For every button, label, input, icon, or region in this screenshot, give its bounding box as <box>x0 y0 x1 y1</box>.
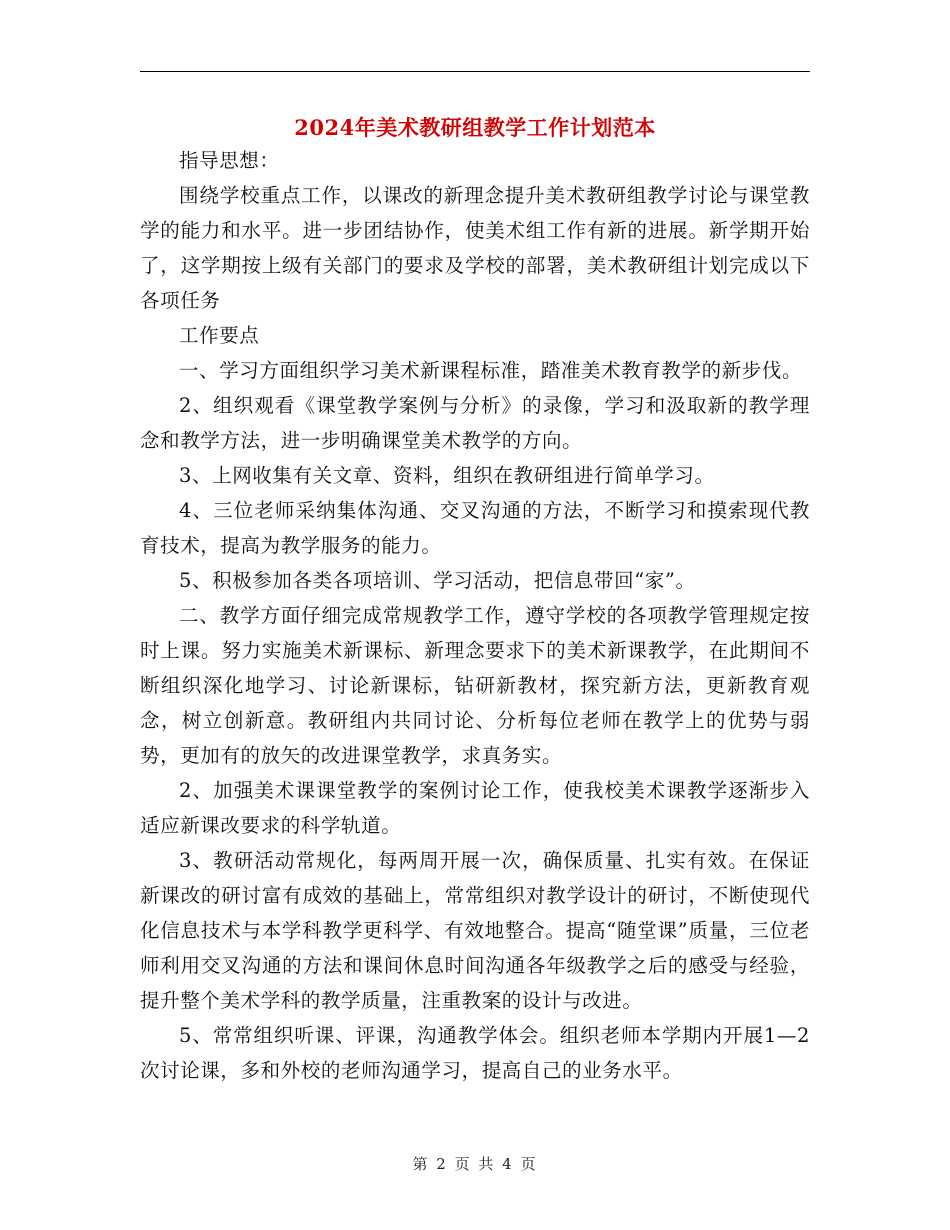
page-number-footer: 第 2 页 共 4 页 <box>412 1155 538 1173</box>
paragraph-study-3: 3、上网收集有关文章、资料，组织在教研组进行简单学习。 <box>179 464 715 487</box>
paragraph-guiding-text: 围绕学校重点工作，以课改的新理念提升美术教研组教学讨论与课堂教学的能力和水平。进一步团结协作，使美术组工作有新的进展。新学期开始了，这学期按上级有关部门的要求及学校的部署，美术教研组计划完成以下各项任务 <box>140 184 810 312</box>
paragraph-teaching-1: 二、教学方面仔细完成常规教学工作，遵守学校的各项教学管理规定按时上课。努力实施美术新课标、新理念要求下的美术新课教学，在此期间不断组织深化地学习、讨论新课标，钻研新教材，探究新方法，更新教育观念，树立创新意。教研组内共同讨论、分析每位老师在教学上的优势与弱势，更加有的放矢的改进课堂教学，求真务实。 <box>140 604 810 767</box>
document-body <box>140 143 810 1088</box>
document-title: 2024年美术教研组教学工作计划范本 <box>294 115 656 140</box>
paragraph-study-4: 4、三位老师采纳集体沟通、交叉沟通的方法，不断学习和摸索现代教育技术，提高为教学服务的能力。 <box>140 499 810 557</box>
paragraph-teaching-5: 5、常常组织听课、评课，沟通教学体会。组织老师本学期内开展1—2次讨论课，多和外校的老师沟通学习，提高自己的业务水平。 <box>140 1024 810 1082</box>
paragraph-study-1: 一、学习方面组织学习美术新课程标准，踏准美术教育教学的新步伐。 <box>179 359 803 382</box>
header-rule <box>140 71 810 72</box>
paragraph-key-points-heading: 工作要点 <box>179 324 260 347</box>
paragraph-teaching-2: 2、加强美术课课堂教学的案例讨论工作，使我校美术课教学逐渐步入适应新课改要求的科学轨道。 <box>140 779 810 837</box>
paragraph-guiding-heading: 指导思想： <box>179 149 280 172</box>
paragraph-study-2: 2、组织观看《课堂教学案例与分析》的录像，学习和汲取新的教学理念和教学方法，进一步明确课堂美术教学的方向。 <box>140 394 810 452</box>
paragraph-teaching-3: 3、教研活动常规化，每两周开展一次，确保质量、扎实有效。在保证新课改的研讨富有成效的基础上，常常组织对教学设计的研讨，不断使现代化信息技术与本学科教学更科学、有效地整合。提高“随堂课”质量，三位老师利用交叉沟通的方法和课间休息时间沟通各年级教学之后的感受与经验，提升整个美术学科的教学质量，注重教案的设计与改进。 <box>140 849 810 1012</box>
paragraph-study-5: 5、积极参加各类各项培训、学习活动，把信息带回“家”。 <box>179 569 696 592</box>
